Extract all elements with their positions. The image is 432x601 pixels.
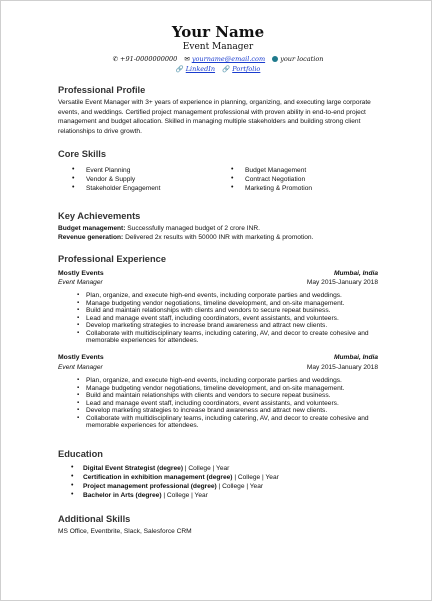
achievement-label: Revenue generation: bbox=[58, 234, 124, 241]
achievements-heading: Key Achievements bbox=[58, 211, 141, 221]
achievement-label: Budget management: bbox=[58, 225, 126, 232]
experience-heading: Professional Experience bbox=[58, 254, 166, 264]
job-location: Mumbai, India bbox=[334, 270, 378, 277]
additional-heading: Additional Skills bbox=[58, 514, 131, 524]
education-degree: Bachelor in Arts (degree) bbox=[83, 492, 162, 499]
education-details: | College | Year bbox=[161, 492, 208, 499]
additional-text: MS Office, Eventbrite, Slack, Salesforce CRM bbox=[58, 528, 192, 535]
job-bullet: ▪ Lead and manage event staff, including coordinators, event assistants, and volunteers. bbox=[86, 315, 378, 323]
email-link[interactable]: yourname@email.com bbox=[191, 55, 266, 63]
location-text: your location bbox=[280, 55, 324, 63]
linkedin-link-icon: 🔗 bbox=[175, 65, 184, 73]
education-degree: Digital Event Strategist (degree) bbox=[83, 465, 184, 472]
education-details: | College | Year bbox=[232, 474, 279, 481]
skill-item: • Vendor & Supply bbox=[86, 176, 135, 183]
skill-item: • Marketing & Promotion bbox=[245, 185, 312, 192]
achievement-item bbox=[58, 225, 260, 232]
email-icon: ✉ bbox=[184, 55, 190, 63]
portfolio-link-icon: 🔗 bbox=[222, 65, 231, 73]
phone-icon: ✆ bbox=[112, 55, 119, 63]
education-item bbox=[83, 474, 279, 481]
job-bullet: ▪ Collaborate with multidisciplinary teams, including catering, AV, and decor to create cohesive and memorable experiences for attendees. bbox=[86, 415, 378, 430]
job-bullet: ▪ Plan, organize, and execute high-end events, including corporate parties and weddings. bbox=[86, 292, 378, 300]
job-company: Mostly Events bbox=[58, 354, 104, 361]
skills-heading: Core Skills bbox=[58, 149, 107, 159]
education-heading: Education bbox=[58, 449, 103, 459]
job-bullets bbox=[58, 292, 378, 345]
education-item bbox=[83, 465, 229, 472]
job-bullet: ▪ Build and maintain relationships with clients and vendors to secure repeat business. bbox=[86, 392, 378, 400]
education-item bbox=[83, 483, 263, 490]
phone-number: +91-0000000000 bbox=[120, 55, 178, 63]
skill-item: • Event Planning bbox=[86, 167, 130, 174]
education-details: | College | Year bbox=[183, 465, 230, 472]
location-icon bbox=[272, 56, 278, 62]
job-bullet: ▪ Plan, organize, and execute high-end events, including corporate parties and weddings. bbox=[86, 377, 378, 385]
profile-text: Versatile Event Manager with 3+ years of experience in planning, organizing, and executing large corporate events, and weddings. Certified project management professional with proven ability in end-to-end project management and budget allocation. Skilled in managing multiple stakeholders and building strong client relationships to drive growth. bbox=[58, 99, 371, 135]
job-bullet: ▪ Collaborate with multidisciplinary teams, including catering, AV, and decor to create cohesive and memorable experiences for attendees. bbox=[86, 330, 378, 345]
achievement-text: Delivered 2x results with 50000 INR with marketing & promotion. bbox=[123, 234, 314, 241]
job-bullet: ▪ Build and maintain relationships with clients and vendors to secure repeat business. bbox=[86, 307, 378, 315]
achievement-item bbox=[58, 234, 313, 241]
job-dates: May 2015-January 2018 bbox=[306, 279, 378, 286]
candidate-name: Your Name bbox=[171, 23, 265, 41]
education-details: | College | Year bbox=[216, 483, 264, 490]
job-company: Mostly Events bbox=[58, 270, 104, 277]
job-bullet: ▪ Manage budgeting vendor negotiations, timeline development, and on-site management. bbox=[86, 385, 378, 393]
job-location: Mumbai, India bbox=[334, 354, 378, 361]
job-bullet: ▪ Manage budgeting vendor negotiations, timeline development, and on-site management. bbox=[86, 300, 378, 308]
skill-item: • Contract Negotiation bbox=[245, 176, 305, 183]
job-bullet: ▪ Develop marketing strategies to increase brand awareness and attract new clients. bbox=[86, 407, 378, 415]
job-dates: May 2015-January 2018 bbox=[306, 364, 378, 371]
job-title: Event Manager bbox=[58, 364, 103, 371]
education-item bbox=[83, 492, 208, 499]
skill-item: • Budget Management bbox=[245, 167, 306, 174]
education-degree: Project management professional (degree) bbox=[83, 483, 217, 490]
profile-heading: Professional Profile bbox=[58, 85, 146, 95]
linkedin-link[interactable]: LinkedIn bbox=[185, 65, 216, 73]
education-degree: Certification in exhibition management (degree) bbox=[83, 474, 233, 481]
job-title: Event Manager bbox=[58, 279, 103, 286]
links-line bbox=[58, 65, 378, 73]
job-bullet: ▪ Lead and manage event staff, including coordinators, event assistants, and volunteers. bbox=[86, 400, 378, 408]
candidate-role: Event Manager bbox=[182, 42, 254, 52]
job-bullets bbox=[58, 377, 378, 430]
contact-line bbox=[58, 55, 378, 63]
job-bullet: ▪ Develop marketing strategies to increase brand awareness and attract new clients. bbox=[86, 322, 378, 330]
portfolio-link[interactable]: Portfolio bbox=[232, 65, 261, 73]
skill-item: • Stakeholder Engagement bbox=[86, 185, 160, 192]
achievement-text: Successfully managed budget of 2 crore INR. bbox=[125, 225, 260, 232]
